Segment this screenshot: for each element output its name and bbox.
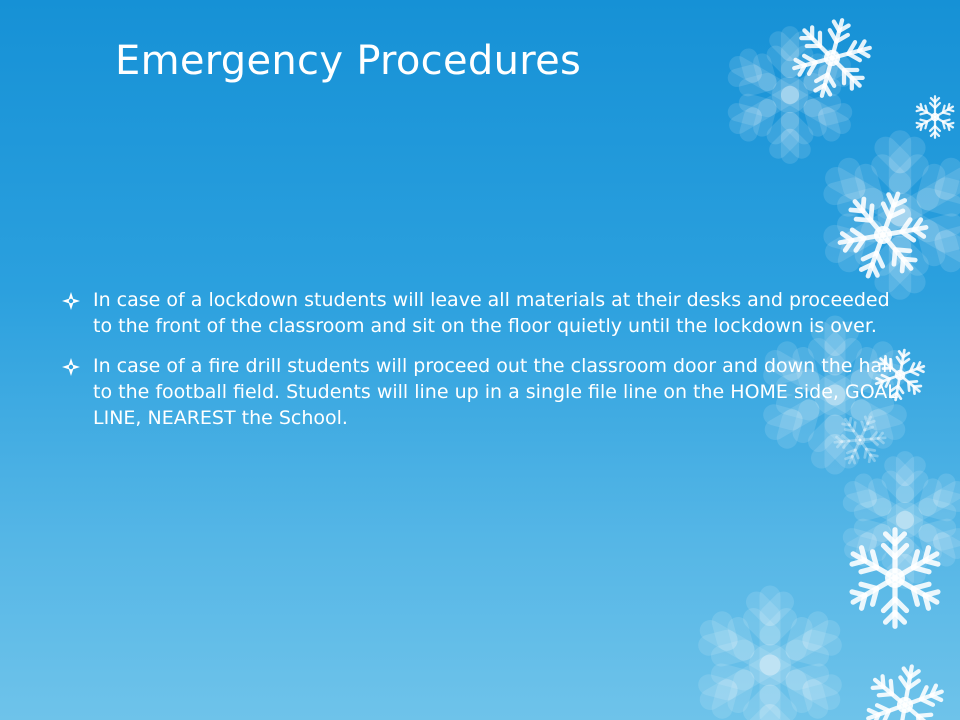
snowflake-icon: [915, 96, 956, 137]
bullet-text: In case of a fire drill students will proceed out the classroom door and down the hall to the football field. Students will line up in a single file line on the HOME side, GOAL LINE, NEAREST the School.: [93, 355, 898, 429]
four-point-star-icon: [62, 358, 80, 376]
bullet-text: In case of a lockdown students will leave all materials at their desks and proceeded to the front of the classroom and sit on the floor quietly until the lockdown is over.: [93, 289, 890, 337]
four-point-star-icon: [62, 292, 80, 310]
bullet-list: [62, 287, 898, 445]
bullet-item-lockdown: [62, 287, 898, 339]
slide-title: Emergency Procedures: [115, 38, 582, 84]
snowflake-icon: [860, 660, 949, 720]
bullet-item-fire-drill: [62, 353, 898, 431]
